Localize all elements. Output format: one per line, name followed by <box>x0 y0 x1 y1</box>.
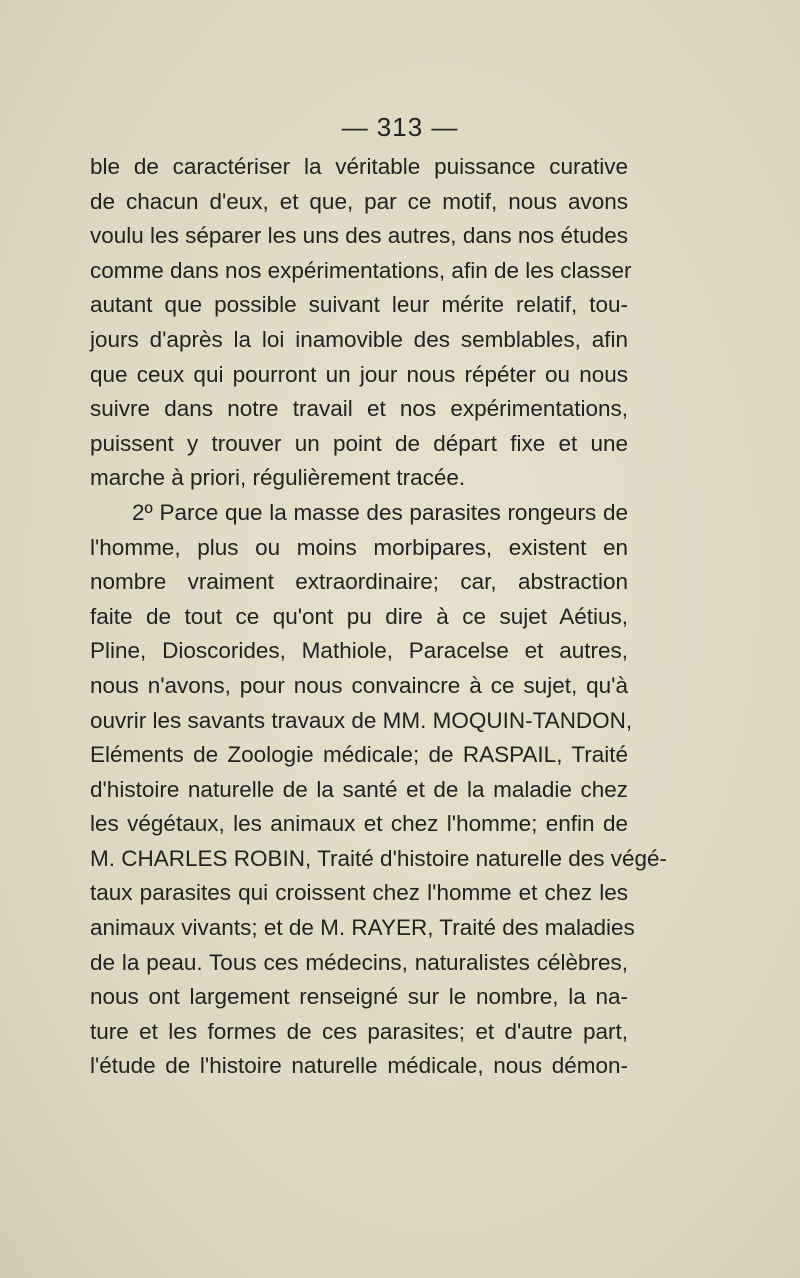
text-line: de chacun d'eux, et que, par ce motif, nous avons <box>90 188 628 214</box>
text-line: faite de tout ce qu'ont pu dire à ce sujet Aétius, <box>90 603 628 629</box>
text-line: marche à priori, régulièrement tracée. <box>90 465 466 491</box>
text-line: Pline, Dioscorides, Mathiole, Paracelse et autres, <box>90 638 628 664</box>
text-line: de la peau. Tous ces médecins, naturalistes célèbres, <box>90 949 628 975</box>
text-line: ble de caractériser la véritable puissance curative <box>90 154 628 179</box>
text-line: l'étude de l'histoire naturelle médicale, nous démon- <box>90 1053 628 1079</box>
text-line: comme dans nos expérimentations, afin de les classer <box>90 257 632 283</box>
text-line: taux parasites qui croissent chez l'homme et chez les <box>90 880 628 906</box>
text-line: les végétaux, les animaux et chez l'homme; enfin de <box>90 811 628 837</box>
body-text <box>90 150 668 1084</box>
text-line: nous ont largement renseigné sur le nombre, la na- <box>90 984 628 1010</box>
text-line: jours d'après la loi inamovible des semblables, afin <box>90 326 628 352</box>
text-line: puissent y trouver un point de départ fixe et une <box>90 430 628 456</box>
text-line: nous n'avons, pour nous convaincre à ce sujet, qu'à <box>90 672 628 698</box>
page-number-header: — 313 — <box>341 112 459 142</box>
text-line: l'homme, plus ou moins morbipares, existent en <box>90 534 628 560</box>
text-line: que ceux qui pourront un jour nous répéter ou nous <box>90 361 628 387</box>
text-line: voulu les séparer les uns des autres, dans nos études <box>90 223 628 249</box>
text-line: ouvrir les savants travaux de MM. MOQUIN-TANDON, <box>90 707 633 733</box>
text-line: nombre vraiment extraordinaire; car, abstraction <box>90 569 628 595</box>
text-line: d'histoire naturelle de la santé et de la maladie chez <box>90 776 628 802</box>
text-line: ture et les formes de ces parasites; et d'autre part, <box>90 1018 628 1044</box>
text-line: 2º Parce que la masse des parasites rongeurs de <box>132 499 628 525</box>
text-line: M. CHARLES ROBIN, Traité d'histoire naturelle des végé- <box>90 845 668 871</box>
text-line: suivre dans notre travail et nos expérimentations, <box>90 396 628 422</box>
text-line: autant que possible suivant leur mérite relatif, tou- <box>90 292 628 318</box>
text-line: animaux vivants; et de M. RAYER, Traité des maladies <box>90 915 635 941</box>
text-line: Eléments de Zoologie médicale; de RASPAIL, Traité <box>90 742 628 768</box>
